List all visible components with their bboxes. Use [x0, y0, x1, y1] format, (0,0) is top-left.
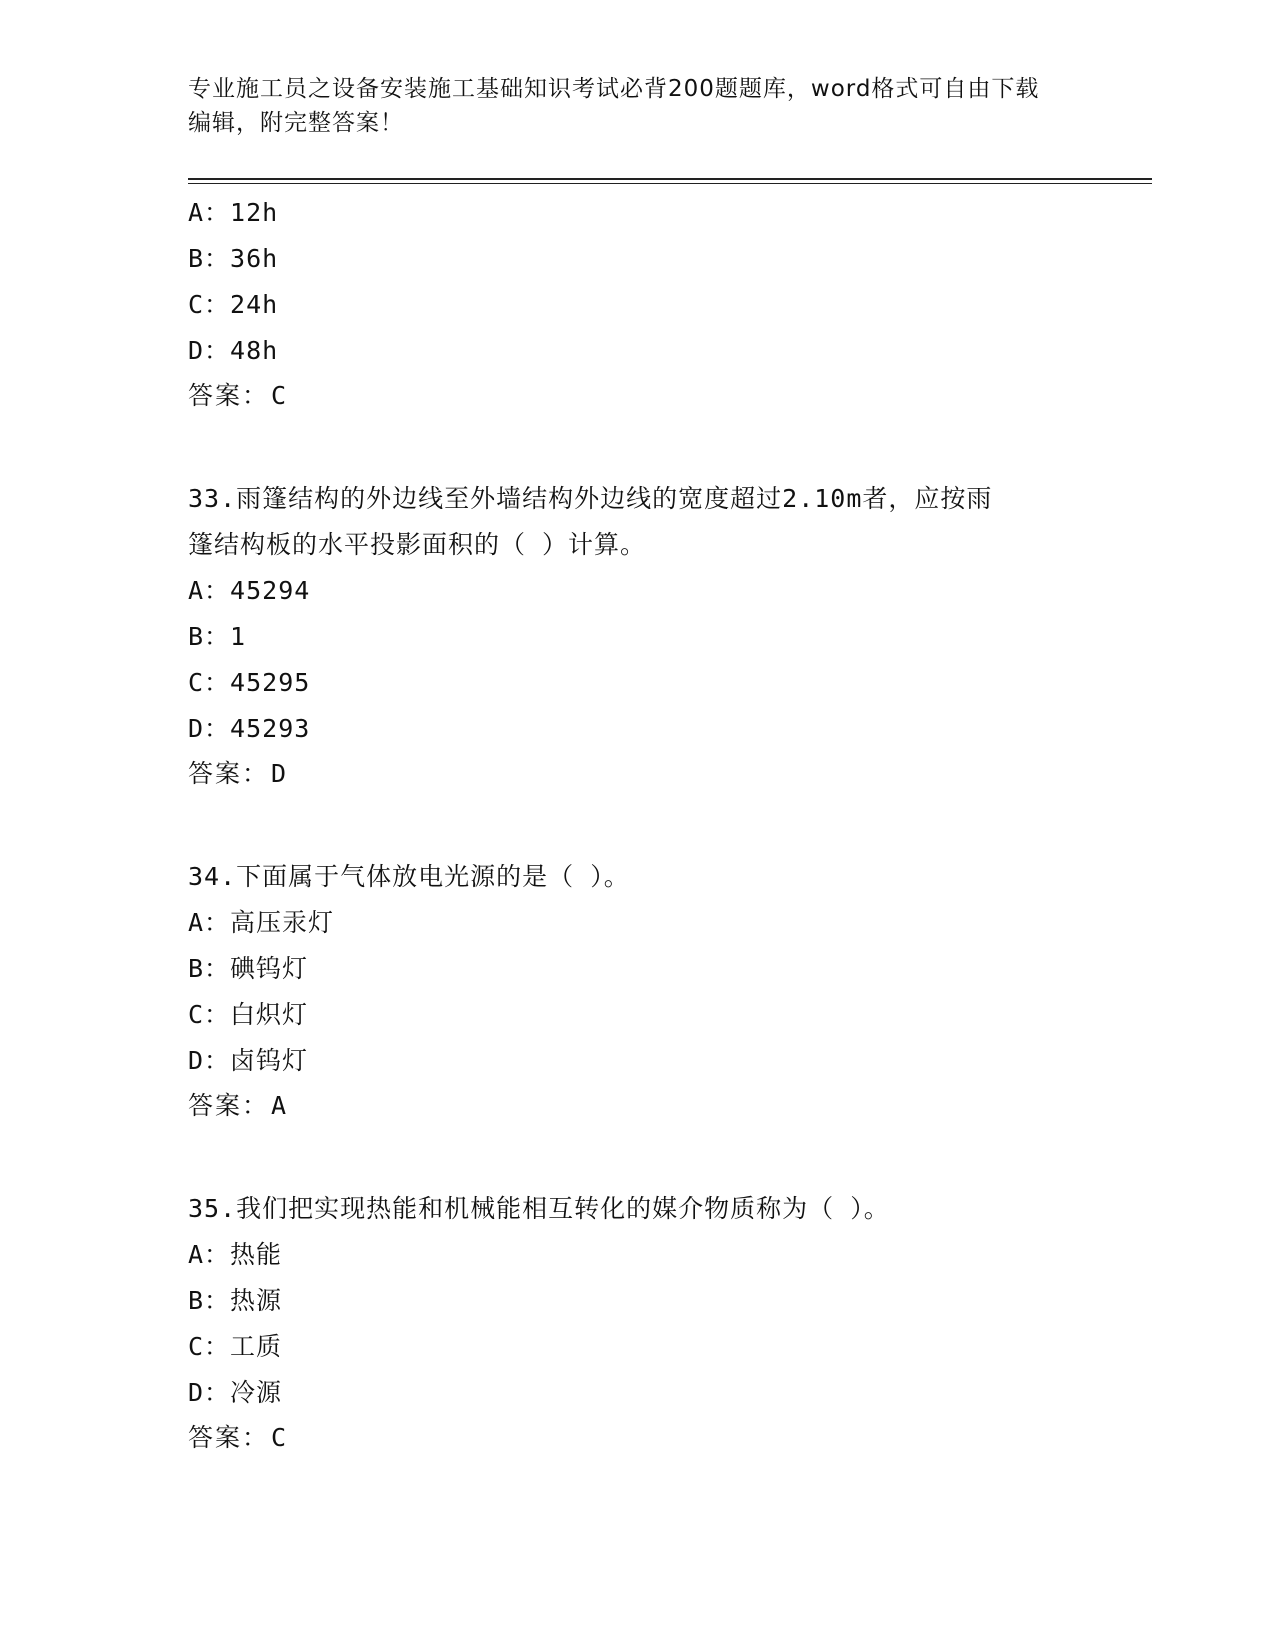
question-text-line: 33.雨篷结构的外边线至外墙结构外边线的宽度超过2.10m者，应按雨 — [188, 484, 993, 513]
option-d: D：45293 — [188, 714, 311, 743]
option-b: B：热源 — [188, 1286, 283, 1315]
header-title-line-1: 专业施工员之设备安装施工基础知识考试必背200题题库，word格式可自由下载 — [188, 76, 1040, 102]
option-c: C：45295 — [188, 668, 311, 697]
document-header — [188, 72, 1088, 140]
spacer — [188, 1128, 1118, 1186]
option-a: A：高压汞灯 — [188, 908, 335, 937]
question-text — [188, 1186, 1118, 1232]
answer-label: 答案： — [188, 1423, 270, 1452]
header-title-line-2: 编辑，附完整答案！ — [188, 110, 404, 136]
answer-label: 答案： — [188, 759, 270, 788]
option-b: B：1 — [188, 622, 247, 651]
option-d: D：48h — [188, 336, 279, 365]
question-block-35 — [188, 1186, 1118, 1460]
spacer — [188, 796, 1118, 854]
question-block-34 — [188, 854, 1118, 1128]
question-text — [188, 854, 1118, 900]
question-list — [188, 190, 1118, 1460]
answer-label: 答案： — [188, 381, 270, 410]
option-a: A：12h — [188, 198, 279, 227]
header-divider-bottom — [188, 183, 1152, 184]
answer-value: D — [271, 759, 289, 788]
answer-line — [188, 1084, 1118, 1128]
answer-value: C — [271, 381, 289, 410]
option-c: C：24h — [188, 290, 279, 319]
answer-value: A — [271, 1091, 289, 1120]
question-text-line: 篷结构板的水平投影面积的（ ）计算。 — [188, 530, 647, 559]
option-a: A：热能 — [188, 1240, 283, 1269]
option-d: D：卤钨灯 — [188, 1046, 309, 1075]
spacer — [188, 418, 1118, 476]
answer-line — [188, 1416, 1118, 1460]
question-text-line: 34.下面属于气体放电光源的是（ ）。 — [188, 862, 630, 891]
question-block-33 — [188, 476, 1118, 796]
option-c: C：工质 — [188, 1332, 283, 1361]
question-text-line: 35.我们把实现热能和机械能相互转化的媒介物质称为（ ）。 — [188, 1194, 890, 1223]
option-b: B：36h — [188, 244, 279, 273]
option-b: B：碘钨灯 — [188, 954, 309, 983]
answer-line — [188, 752, 1118, 796]
answer-value: C — [271, 1423, 289, 1452]
answer-line — [188, 374, 1118, 418]
answer-label: 答案： — [188, 1091, 270, 1120]
question-block-continued — [188, 190, 1118, 418]
question-text — [188, 476, 1118, 568]
option-a: A：45294 — [188, 576, 311, 605]
header-divider-top — [188, 178, 1152, 180]
option-c: C：白炽灯 — [188, 1000, 309, 1029]
option-d: D：冷源 — [188, 1378, 283, 1407]
